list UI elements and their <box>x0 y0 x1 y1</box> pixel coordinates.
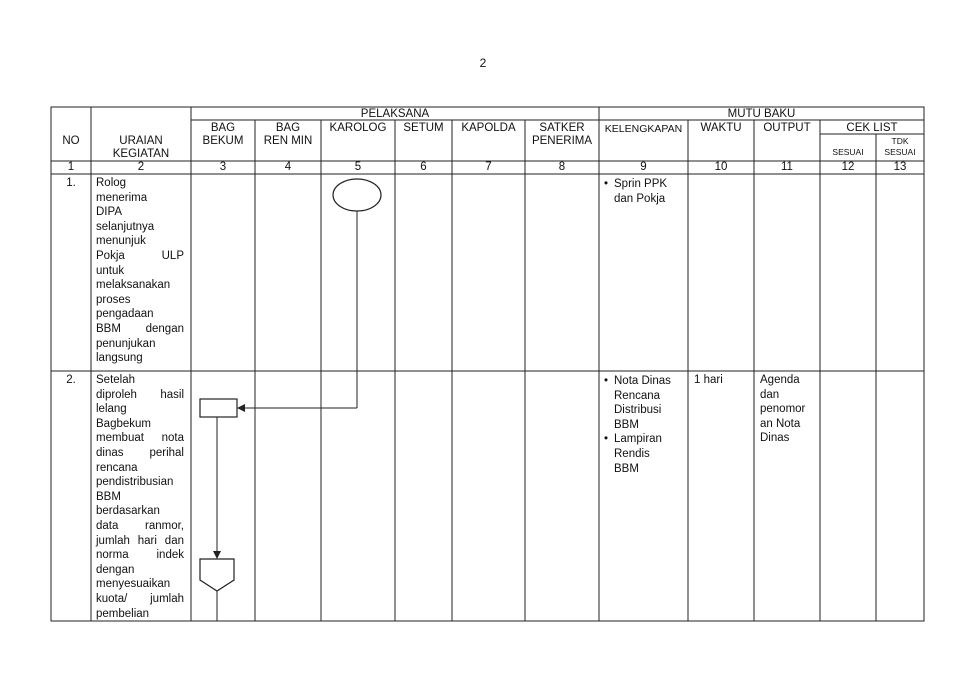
header-kegiatan: KEGIATAN <box>112 148 170 160</box>
header-sesuai: SESUAI <box>832 147 864 157</box>
uraian-line: DIPA <box>96 206 122 219</box>
header-kelengkapan: KELENGKAPAN <box>604 123 683 135</box>
uraian-line: data ranmor, <box>96 519 184 532</box>
header-bag-renmin-1: BAG <box>275 122 301 134</box>
header-bag-bekum-1: BAG <box>210 122 236 134</box>
column-number-13: 13 <box>893 161 907 173</box>
uraian-line: langsung <box>96 352 143 365</box>
header-uraian: URAIAN <box>119 135 163 147</box>
uraian-line: pendistribusian <box>96 476 174 489</box>
uraian-line: Pokja ULP <box>96 249 184 262</box>
uraian-line: selanjutnya <box>96 220 155 233</box>
output-line: Agenda <box>760 374 800 386</box>
column-number-10: 10 <box>714 161 728 173</box>
header-karolog: KAROLOG <box>329 122 387 134</box>
uraian-line: pengadaan <box>96 308 154 321</box>
column-number-5: 5 <box>354 161 362 173</box>
terminator-start <box>333 179 381 211</box>
column-number-11: 11 <box>781 161 793 173</box>
process-box <box>200 399 237 417</box>
row-2-output <box>760 373 818 446</box>
output-line: penomor <box>760 403 806 416</box>
kelengkapan-item: • Lampiran Rendis BBM <box>604 432 684 476</box>
header-pelaksana: PELAKSANA <box>360 108 430 120</box>
header-satker-2: PENERIMA <box>531 135 593 147</box>
row-1-no: 1. <box>66 177 76 189</box>
header-satker-1: SATKER <box>539 122 585 134</box>
header-no: NO <box>62 135 80 147</box>
uraian-line: dinas perihal <box>96 446 184 459</box>
header-output: OUTPUT <box>763 122 811 134</box>
row-2-kelengkapan <box>604 374 684 476</box>
column-number-1: 1 <box>67 161 75 173</box>
uraian-line: rencana <box>96 461 138 474</box>
column-number-12: 12 <box>841 161 855 173</box>
column-number-8: 8 <box>558 161 566 173</box>
header-mutu-baku: MUTU BAKU <box>727 108 796 120</box>
row-1-uraian <box>96 176 184 366</box>
column-number-6: 6 <box>420 161 427 173</box>
row-2-waktu: 1 hari <box>694 374 723 386</box>
row-2-uraian <box>96 373 184 621</box>
uraian-line: berdasarkan <box>96 505 160 518</box>
output-line: Dinas <box>760 432 790 445</box>
uraian-line: Rolog <box>96 177 127 189</box>
uraian-line: melaksanakan <box>96 279 171 292</box>
uraian-line: BBM <box>96 490 121 503</box>
uraian-line: kuota/ jumlah <box>96 592 184 605</box>
uraian-line: norma indek <box>96 549 184 562</box>
header-bag-renmin-2: REN MIN <box>263 135 313 147</box>
uraian-line: dengan <box>96 563 135 576</box>
column-number-2: 2 <box>137 161 145 173</box>
uraian-line: diproleh hasil <box>96 388 184 401</box>
column-number-9: 9 <box>640 161 647 173</box>
row-1-kelengkapan <box>604 177 684 206</box>
uraian-line: penunjukan <box>96 337 156 350</box>
column-number-3: 3 <box>219 161 227 173</box>
header-tdk-sesuai: SESUAI <box>884 147 916 157</box>
uraian-line: menyesuaikan <box>96 578 171 591</box>
uraian-line: proses <box>96 293 131 306</box>
offpage-connector <box>200 559 234 591</box>
kelengkapan-item: • Nota Dinas Rencana Distribusi BBM <box>604 374 684 432</box>
header-waktu: WAKTU <box>700 122 742 134</box>
uraian-line: pembelian <box>96 607 150 620</box>
header-bag-bekum-2: BEKUM <box>202 135 244 147</box>
uraian-line: menunjuk <box>96 235 146 248</box>
row-2-no: 2. <box>66 374 76 386</box>
header-tdk: TDK <box>891 136 909 146</box>
uraian-line: jumlah hari dan <box>96 534 184 547</box>
output-line: an Nota <box>760 417 801 430</box>
column-number-4: 4 <box>284 161 292 173</box>
uraian-line: BBM dengan <box>96 322 184 335</box>
header-setum: SETUM <box>403 122 444 134</box>
output-line: dan <box>760 388 780 401</box>
uraian-line: membuat nota <box>96 432 184 445</box>
uraian-line: untuk <box>96 264 125 277</box>
uraian-line: Bagbekum <box>96 417 151 430</box>
kelengkapan-item: • Sprin PPK dan Pokja <box>604 177 684 206</box>
column-number-7: 7 <box>485 161 492 173</box>
header-cek-list: CEK LIST <box>846 122 898 134</box>
header-kapolda: KAPOLDA <box>461 122 516 134</box>
page-number: 2 <box>479 56 487 70</box>
uraian-line: Setelah <box>96 374 136 386</box>
uraian-line: lelang <box>96 403 127 416</box>
uraian-line: menerima <box>96 191 148 204</box>
